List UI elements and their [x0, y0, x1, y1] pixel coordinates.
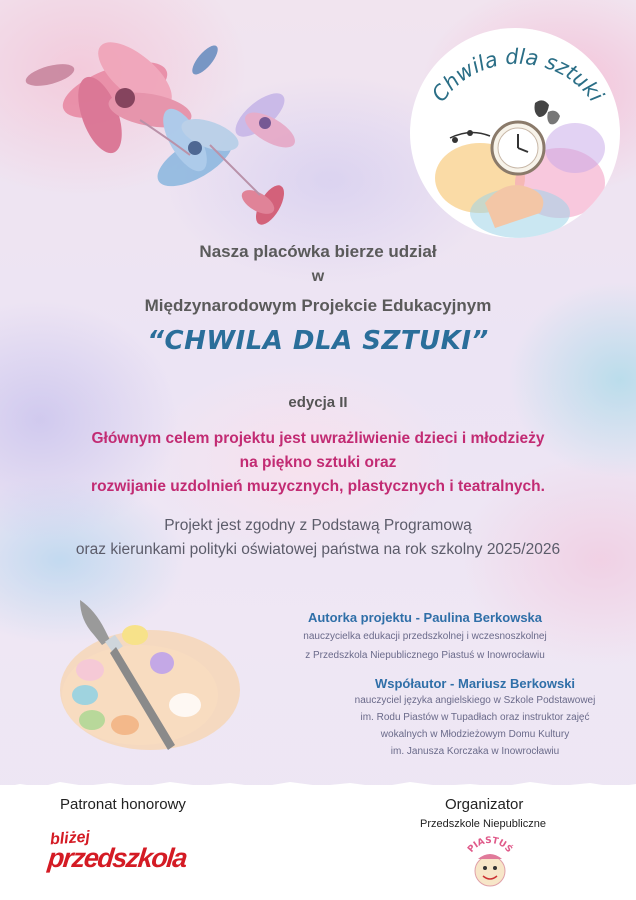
patron-logo-small: bliżej — [49, 828, 91, 849]
intro-line-1: Nasza placówka bierze udział — [199, 242, 437, 261]
coauthor-desc-2: im. Rodu Piastów w Tupadłach oraz instruktor zajęć — [360, 712, 590, 723]
project-goal — [0, 427, 636, 499]
patron-logo: przedszkola — [46, 843, 188, 873]
organizer-sub: Przedszkole Niepubliczne — [420, 818, 546, 830]
intro-line-2: w — [311, 268, 325, 285]
goal-line-1: Głównym celem projektu jest uwrażliwienie dzieci i młodzieży — [91, 430, 545, 447]
coauthor-desc-3: wokalnych w Młodzieżowym Domu Kultury — [380, 729, 570, 740]
author-desc-2: z Przedszkola Niepublicznego Piastuś w Inowrocławiu — [305, 650, 545, 661]
author-desc-1: nauczycielka edukacji przedszkolnej i wczesnoszkolnej — [303, 631, 547, 642]
author-block — [250, 610, 600, 663]
project-logo — [410, 28, 620, 238]
patron-label: Patronat honorowy — [60, 796, 186, 813]
basis-line-2: oraz kierunkami polityki oświatowej państwa na rok szkolny 2025/2026 — [75, 541, 561, 558]
edition-label: edycja II — [288, 394, 348, 411]
goal-line-3: rozwijanie uzdolnień muzycznych, plastycznych i teatralnych. — [91, 478, 545, 495]
svg-text:Chwila dla sztuki: Chwila dla sztuki — [427, 44, 609, 107]
coauthor-block — [340, 676, 610, 759]
basis-line-1: Projekt jest zgodny z Podstawą Programową — [164, 517, 472, 534]
flowers-illustration — [20, 20, 300, 240]
author-name: Autorka projektu - Paulina Berkowska — [307, 610, 543, 625]
coauthor-desc-1: nauczyciel języka angielskiego w Szkole Podstawowej — [354, 695, 596, 706]
organizer-logo — [460, 835, 520, 893]
organizer-label: Organizator — [445, 796, 524, 813]
coauthor-desc-4: im. Janusza Korczaka w Inowrocławiu — [390, 746, 560, 757]
logo-title — [410, 28, 620, 238]
intro-line-3: Międzynarodowym Projekcie Edukacyjnym — [144, 296, 492, 315]
goal-line-2: na piękno sztuki oraz — [239, 454, 397, 471]
curriculum-note — [0, 514, 636, 562]
paint-palette-illustration — [50, 585, 250, 765]
svg-text:PIASTUŚ: PIASTUŚ — [466, 835, 514, 855]
project-title: “CHWILA DLA SZTUKI” — [147, 326, 489, 356]
coauthor-name: Współautor - Mariusz Berkowski — [374, 676, 576, 691]
